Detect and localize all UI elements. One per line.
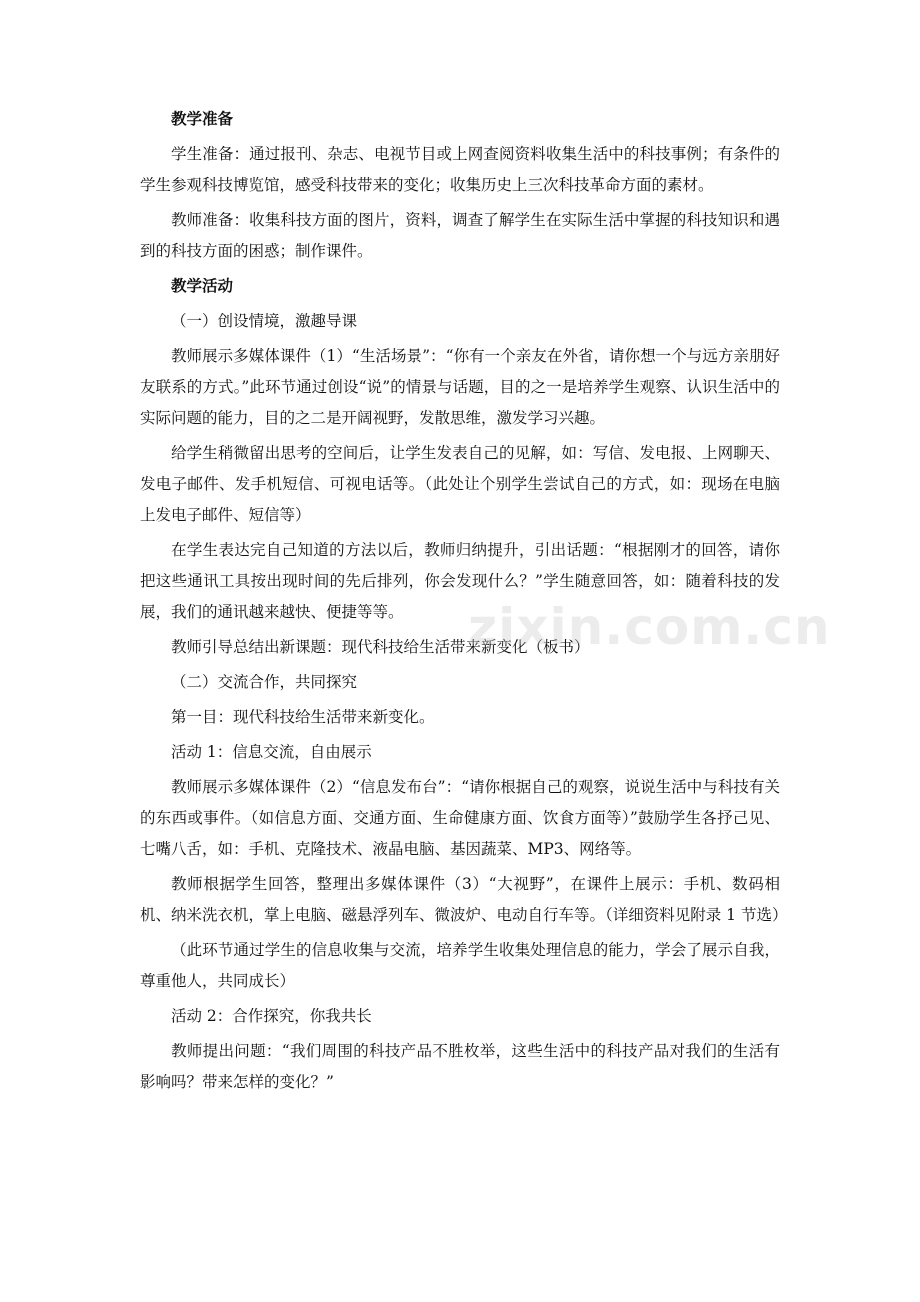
watermark-text: zixin.com.cn (468, 598, 831, 656)
paragraph-note: （此环节通过学生的信息收集与交流，培养学生收集处理信息的能力，学会了展示自我，尊重他人，共同成长） (140, 941, 780, 990)
paragraph-new-topic: 教师引导总结出新课题：现代科技给生活带来新变化（板书） (171, 638, 590, 656)
paragraph-item-one: 第一目：现代科技给生活带来新变化。 (171, 708, 435, 726)
paragraph-courseware-2: 教师展示多媒体课件（2）“信息发布台”：“请你根据自己的观察，说说生活中与科技有关的东西或事件。（如信息方面、交通方面、生命健康方面、饮食方面等）”鼓励学生各抒己见、七嘴八舌，如：手机、克隆技术、液晶电脑、基因蔬菜、MP3、网络等。 (140, 778, 780, 858)
section-heading-activities: 教学活动 (171, 277, 234, 295)
subheading-cooperation: （二）交流合作，共同探究 (171, 673, 358, 691)
paragraph-student-preparation: 学生准备：通过报刊、杂志、电视节目或上网查阅资料收集生活中的科技事例；有条件的学生参观科技博览馆，感受科技带来的变化；收集历史上三次科技革命方面的素材。 (140, 145, 780, 194)
paragraph-activity-2: 活动 2：合作探究，你我共长 (171, 1007, 372, 1025)
paragraph-student-views: 给学生稍微留出思考的空间后，让学生发表自己的见解，如：写信、发电报、上网聊天、发电子邮件、发手机短信、可视电话等。（此处让个别学生尝试自己的方式，如：现场在电脑上发电子邮件、短信等） (140, 444, 780, 524)
section-heading-preparation: 教学准备 (171, 110, 234, 128)
paragraph-courseware-1: 教师展示多媒体课件（1）“生活场景”：“你有一个亲友在外省，请你想一个与远方亲朋好友联系的方式。”此环节通过创设“说”的情景与话题，目的之一是培养学生观察、认识生活中的实际问题的能力，目的之二是开阔视野，发散思维，激发学习兴趣。 (140, 347, 780, 427)
paragraph-teacher-question: 教师提出问题：“我们周围的科技产品不胜枚举，这些生活中的科技产品对我们的生活有影响吗？带来怎样的变化？” (140, 1042, 780, 1091)
subheading-create-scenario: （一）创设情境，激趣导课 (171, 312, 358, 330)
paragraph-teacher-summary-topic: 在学生表达完自己知道的方法以后，教师归纳提升，引出话题：“根据刚才的回答，请你把这些通讯工具按出现时间的先后排列，你会发现什么？”学生随意回答，如：随着科技的发展，我们的通讯越来越快、便捷等等。 (140, 541, 780, 621)
paragraph-teacher-preparation: 教师准备：收集科技方面的图片，资料，调查了解学生在实际生活中掌握的科技知识和遇到的科技方面的困惑；制作课件。 (140, 211, 780, 260)
paragraph-activity-1: 活动 1：信息交流，自由展示 (171, 743, 372, 761)
document-body (140, 104, 788, 1102)
paragraph-courseware-3: 教师根据学生回答，整理出多媒体课件（3）“大视野”，在课件上展示：手机、数码相机、纳米洗衣机，掌上电脑、磁悬浮列车、微波炉、电动自行车等。（详细资料见附录 1 节选） (140, 875, 788, 924)
